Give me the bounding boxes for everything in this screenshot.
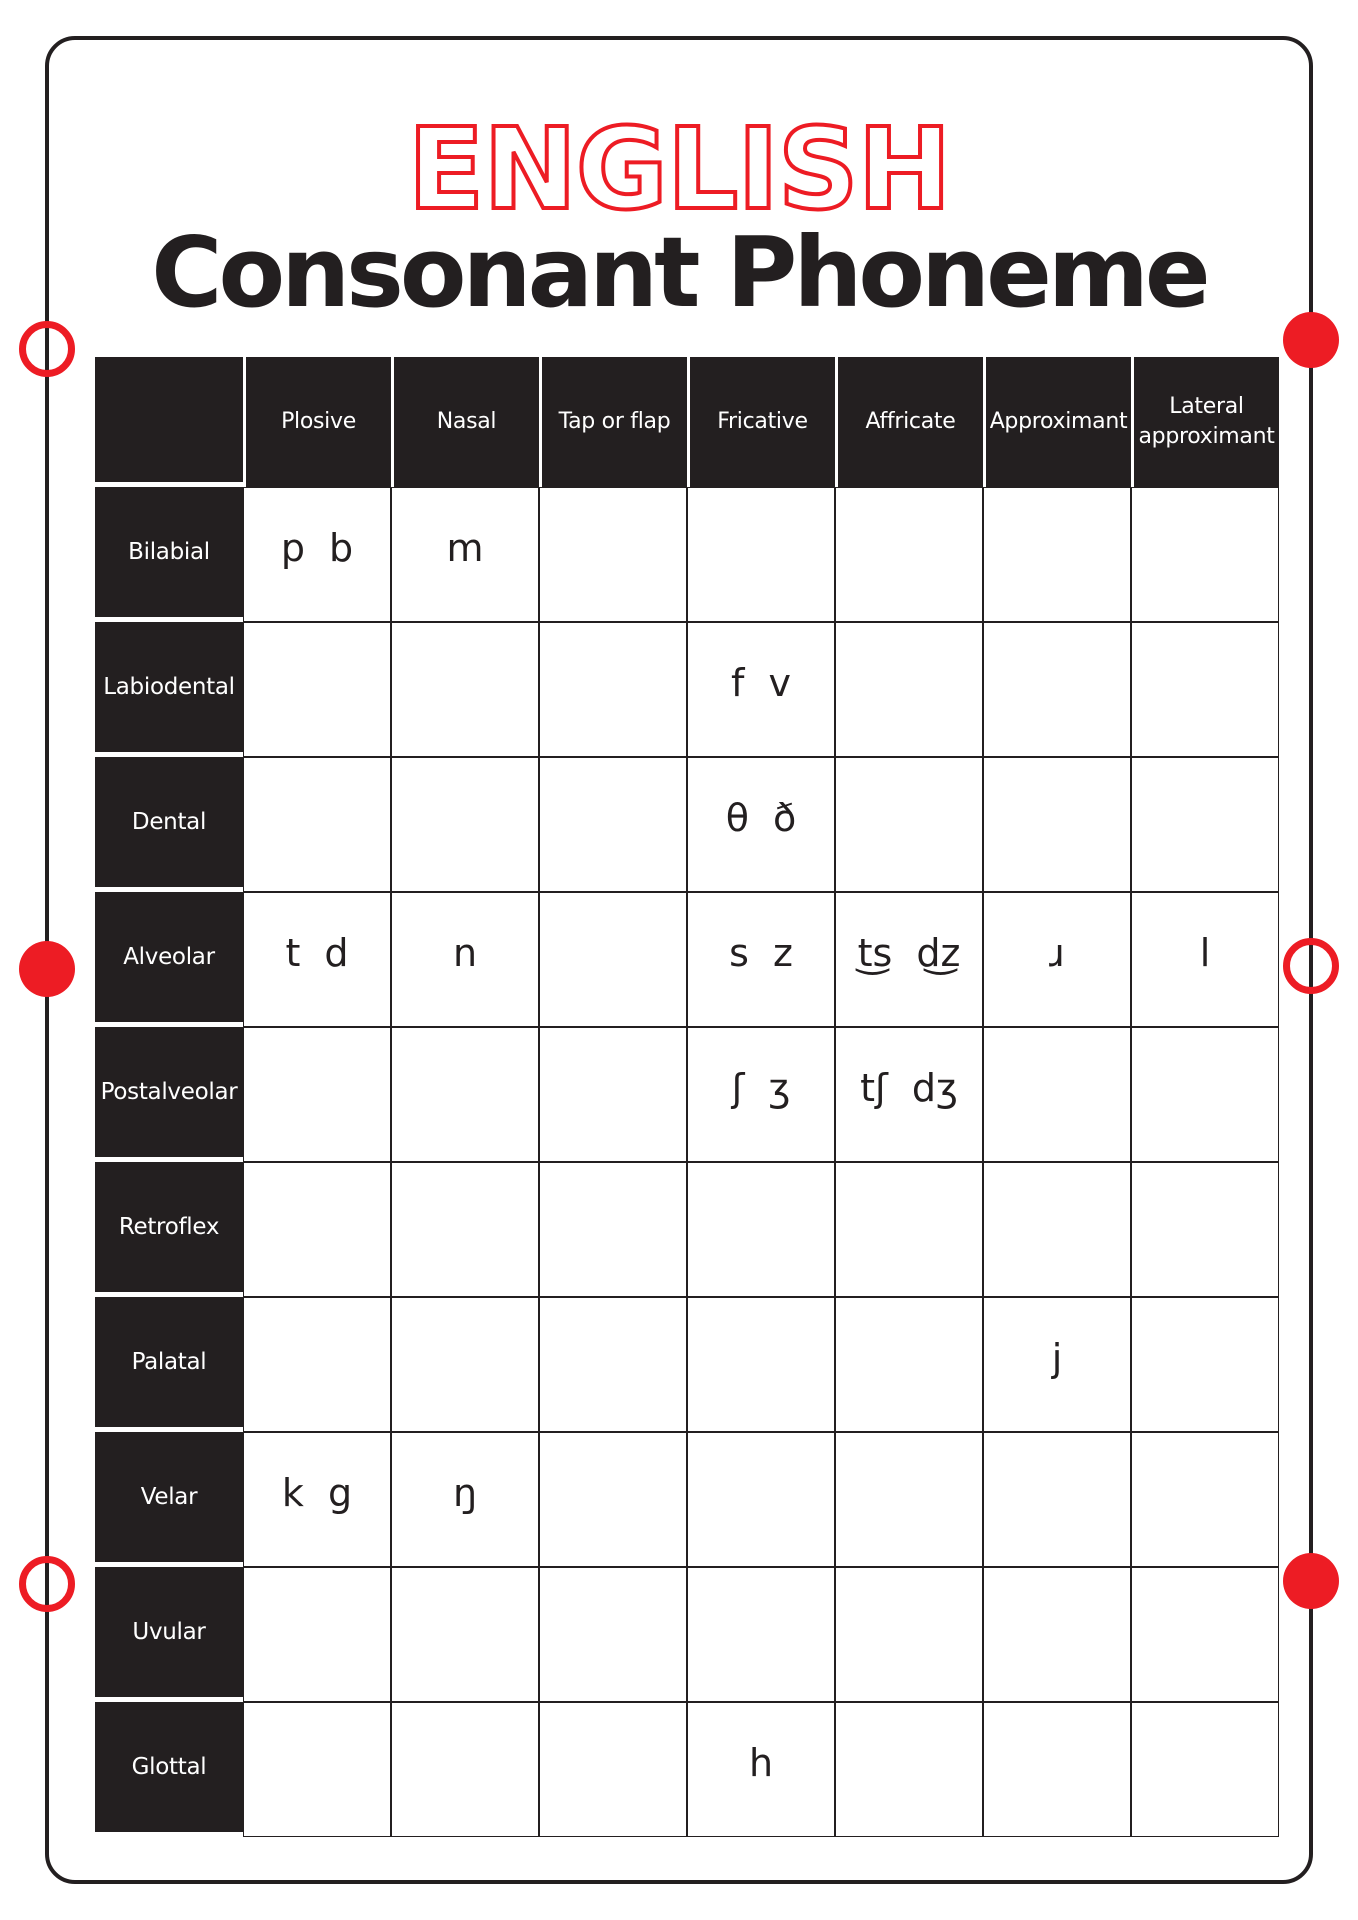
phoneme-cell: s z: [687, 892, 835, 1027]
phoneme-cell: [539, 622, 687, 757]
registration-mark-filled: [1283, 1553, 1339, 1609]
phoneme-cell: [539, 487, 687, 622]
phoneme-cell: [243, 622, 391, 757]
phoneme-cell: [1131, 757, 1279, 892]
phoneme-cell: ŋ: [391, 1432, 539, 1567]
phoneme-cell: [1131, 1567, 1279, 1702]
phoneme-cell: f v: [687, 622, 835, 757]
phoneme-cell: [835, 1162, 983, 1297]
phoneme-cell: h: [687, 1702, 835, 1837]
phoneme-cell: [243, 1297, 391, 1432]
row-label: Palatal: [95, 1297, 243, 1432]
phoneme-cell: j: [983, 1297, 1131, 1432]
phoneme-cell: [1131, 1162, 1279, 1297]
phoneme-cell: [243, 757, 391, 892]
phoneme-cell: [835, 1567, 983, 1702]
phoneme-cell: [983, 487, 1131, 622]
page-title: Consonant Phoneme: [151, 216, 1207, 329]
phoneme-cell: [1131, 1432, 1279, 1567]
column-header: Tap or flap: [539, 357, 687, 487]
phoneme-cell: [391, 757, 539, 892]
phoneme-cell: [983, 622, 1131, 757]
phoneme-cell: [1131, 487, 1279, 622]
column-header: Affricate: [835, 357, 983, 487]
column-header: Plosive: [243, 357, 391, 487]
phoneme-cell: [539, 892, 687, 1027]
phoneme-cell: [835, 487, 983, 622]
column-header: Lateral approximant: [1131, 357, 1279, 487]
row-label: Postalveolar: [95, 1027, 243, 1162]
phoneme-cell: [539, 1432, 687, 1567]
phoneme-cell: [391, 1162, 539, 1297]
phoneme-cell: [391, 622, 539, 757]
phoneme-cell: [835, 1297, 983, 1432]
column-header: Nasal: [391, 357, 539, 487]
phoneme-cell: [687, 1567, 835, 1702]
column-header: Approximant: [983, 357, 1131, 487]
phoneme-cell: p b: [243, 487, 391, 622]
phoneme-cell: [835, 757, 983, 892]
phoneme-cell: [391, 1567, 539, 1702]
phoneme-cell: [983, 1567, 1131, 1702]
phoneme-cell: n: [391, 892, 539, 1027]
table-corner-cell: [95, 357, 243, 487]
phoneme-cell: [539, 1162, 687, 1297]
row-label: Alveolar: [95, 892, 243, 1027]
title-english-text: ENGLISH: [407, 105, 951, 235]
phoneme-cell: [1131, 1297, 1279, 1432]
phoneme-cell: [983, 1432, 1131, 1567]
phoneme-cell: [539, 757, 687, 892]
row-label: Uvular: [95, 1567, 243, 1702]
row-label: Glottal: [95, 1702, 243, 1837]
phoneme-cell: [835, 1432, 983, 1567]
phoneme-cell: m: [391, 487, 539, 622]
phoneme-cell: [1131, 1702, 1279, 1837]
phoneme-cell: [539, 1297, 687, 1432]
phoneme-cell: [539, 1027, 687, 1162]
phoneme-table: [95, 357, 1279, 1837]
column-header: Fricative: [687, 357, 835, 487]
phoneme-cell: [391, 1702, 539, 1837]
phoneme-cell: l: [1131, 892, 1279, 1027]
phoneme-cell: θ ð: [687, 757, 835, 892]
phoneme-cell: k g: [243, 1432, 391, 1567]
phoneme-cell: [687, 1162, 835, 1297]
phoneme-cell: [1131, 622, 1279, 757]
phoneme-cell: [835, 622, 983, 757]
registration-mark-ring: [19, 1556, 75, 1612]
phoneme-cell: [539, 1702, 687, 1837]
phoneme-cell: [243, 1702, 391, 1837]
row-label: Velar: [95, 1432, 243, 1567]
phoneme-cell: [243, 1567, 391, 1702]
row-label: Retroflex: [95, 1162, 243, 1297]
title-english: [399, 100, 959, 235]
registration-mark-filled: [19, 941, 75, 997]
phoneme-cell: ɹ: [983, 892, 1131, 1027]
phoneme-cell: [391, 1027, 539, 1162]
phoneme-cell: [687, 487, 835, 622]
phoneme-cell: [243, 1027, 391, 1162]
phoneme-cell: [687, 1297, 835, 1432]
phoneme-cell: [539, 1567, 687, 1702]
registration-mark-ring: [1283, 938, 1339, 994]
registration-mark-ring: [19, 321, 75, 377]
row-label: Labiodental: [95, 622, 243, 757]
phoneme-cell: [391, 1297, 539, 1432]
phoneme-cell: [687, 1432, 835, 1567]
phoneme-cell: ʃ ʒ: [687, 1027, 835, 1162]
phoneme-cell: [983, 757, 1131, 892]
phoneme-cell: [983, 1027, 1131, 1162]
phoneme-cell: [835, 1702, 983, 1837]
row-label: Dental: [95, 757, 243, 892]
phoneme-cell: t d: [243, 892, 391, 1027]
phoneme-cell: [243, 1162, 391, 1297]
phoneme-cell: [1131, 1027, 1279, 1162]
phoneme-cell: tʃ dʒ: [835, 1027, 983, 1162]
phoneme-cell: [983, 1702, 1131, 1837]
phoneme-cell: t͜s d͜z: [835, 892, 983, 1027]
phoneme-cell: [983, 1162, 1131, 1297]
row-label: Bilabial: [95, 487, 243, 622]
